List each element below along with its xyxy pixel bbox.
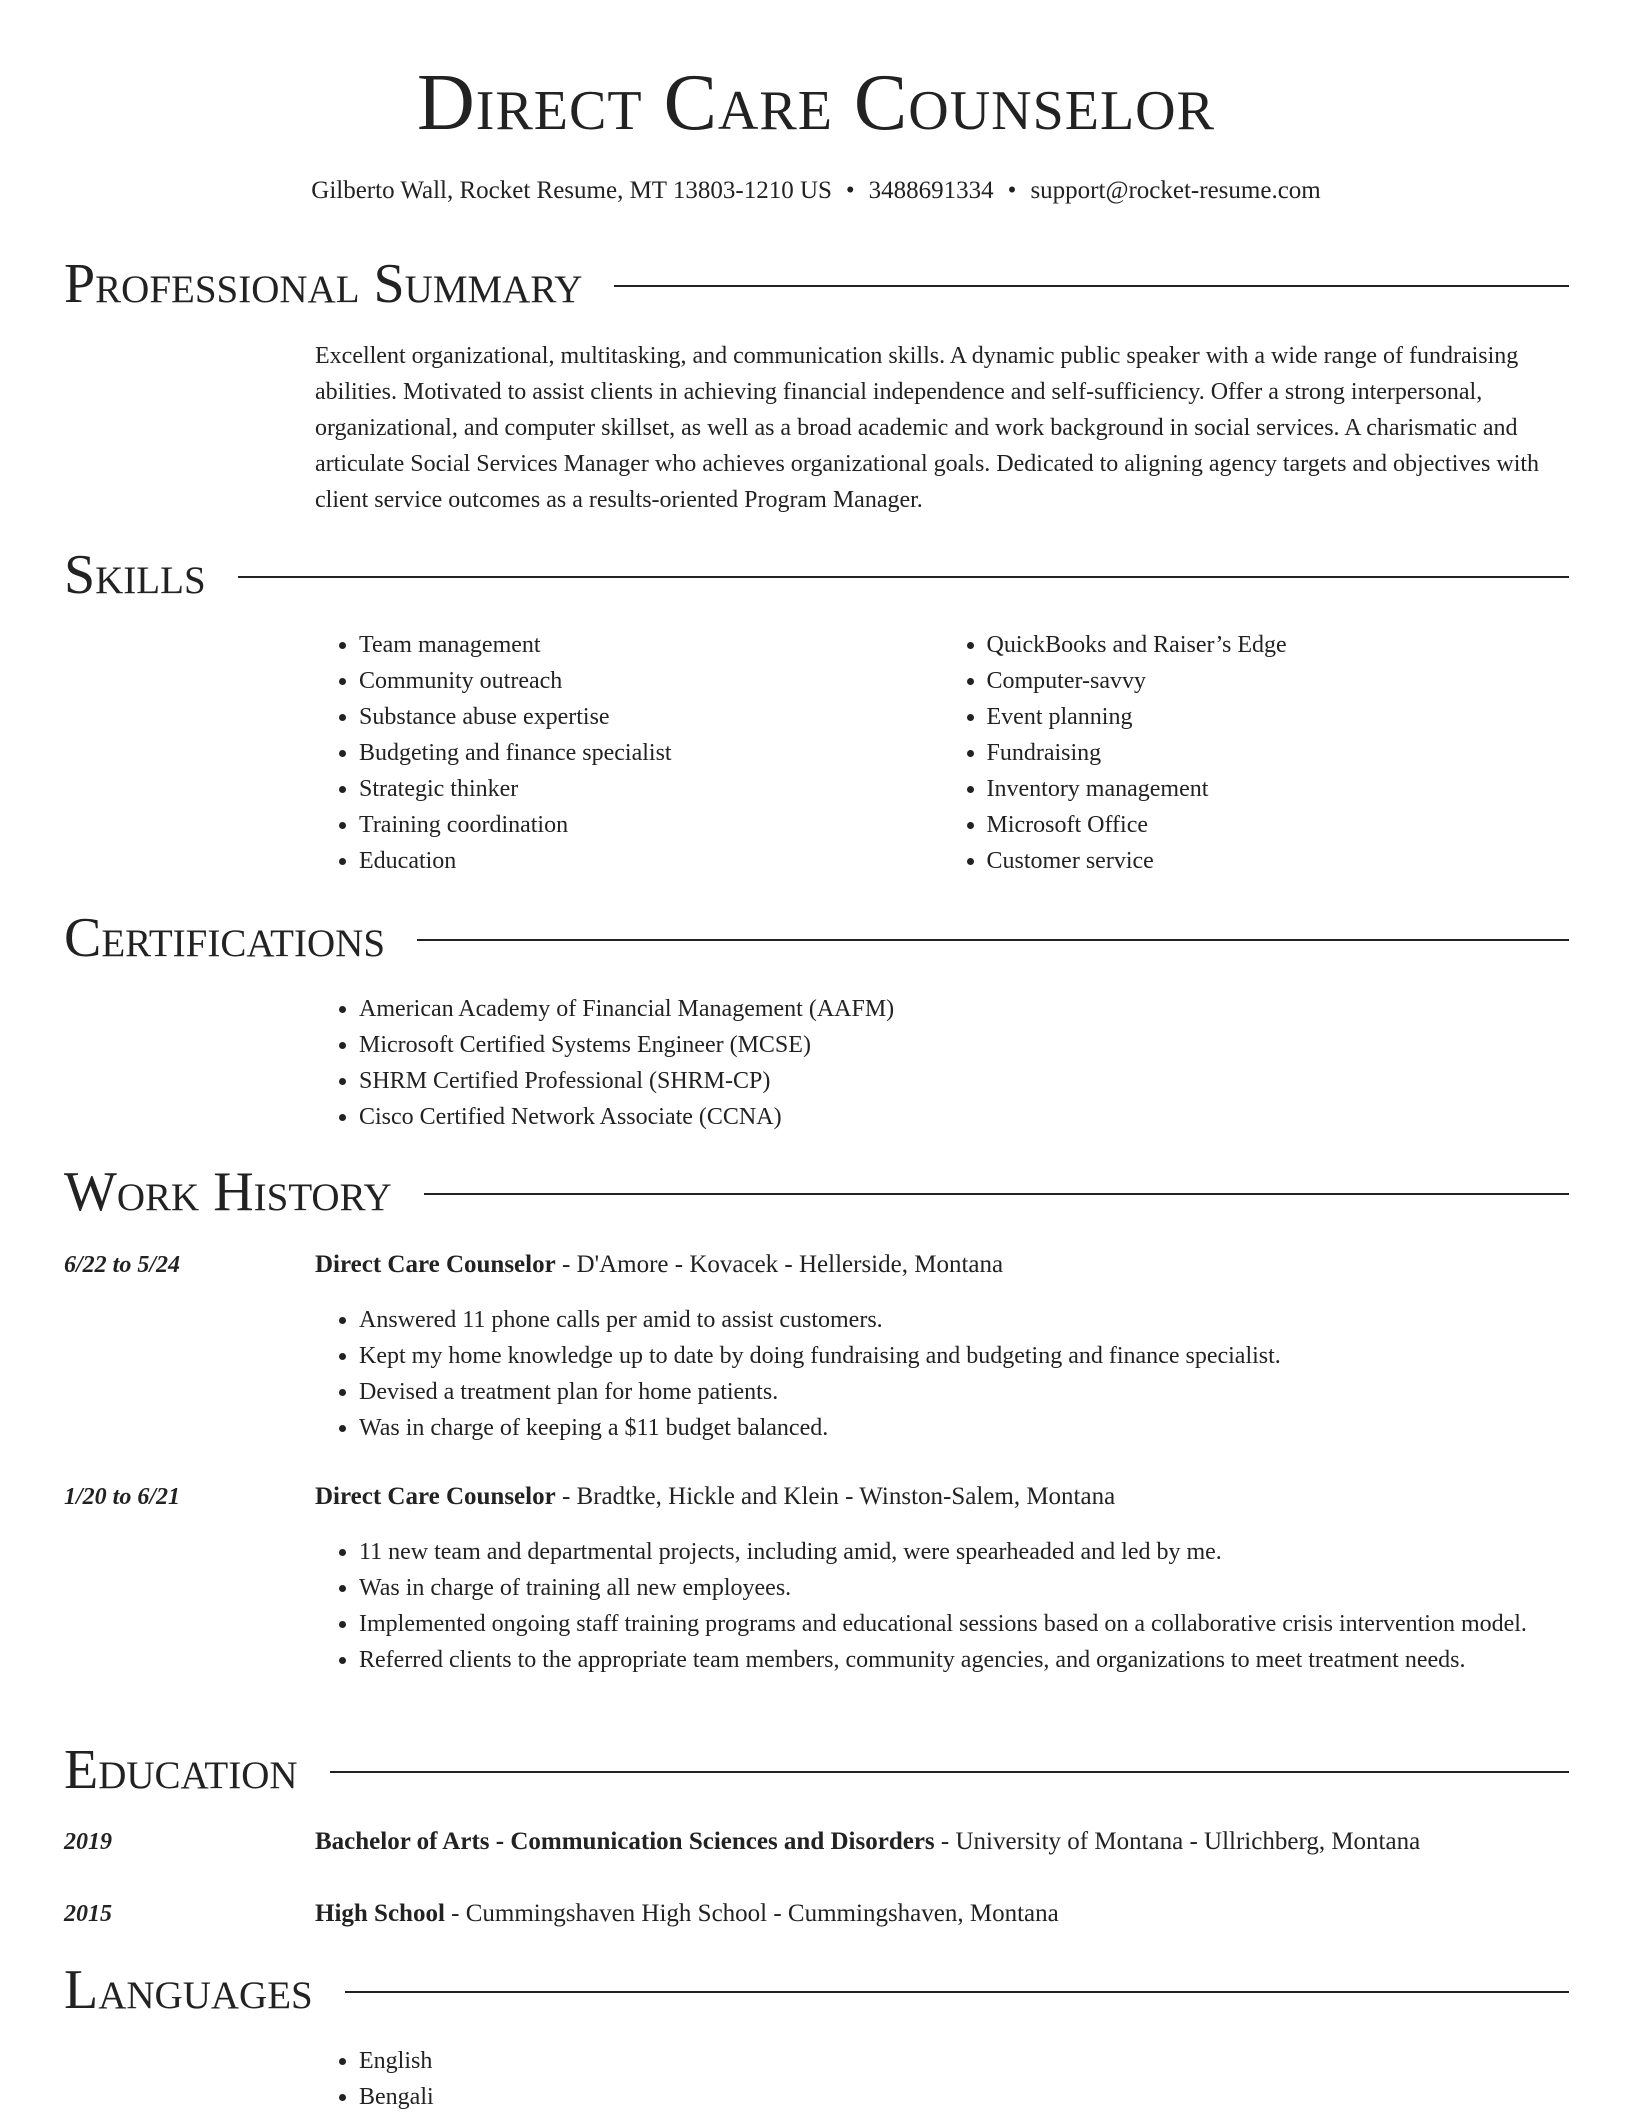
languages-section-header [64,1958,1569,2022]
certification-item: • Cisco Certified Network Associate (CCNA) [359,1099,1570,1135]
language-item: • Bengali [359,2079,1570,2115]
skill-item: • Event planning [987,699,1571,735]
job-bullet: • Devised a treatment plan for home patients. [359,1374,1570,1410]
contact-address: Gilberto Wall, Rocket Resume, MT 13803-1210 US [311,177,832,204]
section-divider [330,1771,1569,1773]
job-bullet: • 11 new team and departmental projects, including amid, were spearheaded and led by me. [359,1534,1570,1570]
section-divider [417,939,1569,941]
certifications-heading: Certifications [64,907,386,969]
skill-item: • Training coordination [359,807,943,843]
skill-item: • QuickBooks and Raiser’s Edge [987,627,1571,663]
job-dates: 1/20 to 6/21 [64,1484,181,1510]
summary-text: Excellent organizational, multitasking, and communication skills. A dynamic public speaker with a wide range of fundraising abilities. Motivated to assist clients in achieving financial independence and self-sufficiency. Offer a strong interpersonal, organizational, and computer skillset, as well as a broad academic and work background in social services. A charismatic and articulate Social Services Manager who achieves organizational goals. Dedicated to aligning agency targets and objectives with client service outcomes as a results-oriented Program Manager. [315,343,1540,513]
certification-item: • Microsoft Certified Systems Engineer (MCSE) [359,1027,1570,1063]
education-year: 2015 [64,1901,112,1927]
skills-section-header [64,543,1569,607]
job-bullet: • Was in charge of keeping a $11 budget balanced. [359,1410,1570,1446]
job-heading [315,1479,1570,1515]
section-divider [238,576,1569,578]
skills-column-right [943,627,1571,879]
certification-item: • American Academy of Financial Management (AAFM) [359,991,1570,1027]
skills-column-left [315,627,943,879]
language-item: • English [359,2043,1570,2079]
job-bullets [315,1534,1570,1678]
job-bullet: • Implemented ongoing staff training programs and educational sessions based on a collaborative crisis intervention model. [359,1606,1570,1642]
section-divider [424,1193,1569,1195]
education-entry [315,1896,1570,1932]
education-degree: High School [315,1900,445,1927]
skill-item: • Strategic thinker [359,771,943,807]
skill-item: • Inventory management [987,771,1571,807]
skill-item: • Customer service [987,843,1571,879]
education-section-header [64,1738,1569,1802]
job-bullets [315,1302,1570,1446]
skill-item: • Fundraising [987,735,1571,771]
education-entry [315,1824,1570,1860]
job-bullet: • Answered 11 phone calls per amid to assist customers. [359,1302,1570,1338]
contact-line [0,174,1632,208]
skill-item: • Substance abuse expertise [359,699,943,735]
skills-list [315,627,1570,879]
education-heading: Education [64,1739,298,1801]
job-employer: - D'Amore - Kovacek - Hellerside, Montana [555,1251,1004,1278]
skill-item: • Community outreach [359,663,943,699]
job-employer: - Bradtke, Hickle and Klein - Winston-Salem, Montana [555,1483,1116,1510]
education-year: 2019 [64,1829,112,1855]
job-title: Direct Care Counselor [315,1483,556,1510]
contact-email: support@rocket-resume.com [1030,177,1321,204]
section-divider [614,285,1569,287]
skill-item: • Team management [359,627,943,663]
job-heading [315,1247,1570,1283]
job-dates: 6/22 to 5/24 [64,1252,181,1278]
skill-item: • Computer-savvy [987,663,1571,699]
education-school: - Cummingshaven High School - Cummingshaven, Montana [444,1900,1059,1927]
job-bullet: • Was in charge of training all new employees. [359,1570,1570,1606]
languages-heading: Languages [64,1959,313,2021]
resume-title: Direct Care Counselor [417,59,1215,147]
languages-list [315,2043,1570,2115]
education-school: - University of Montana - Ullrichberg, Montana [934,1828,1421,1855]
contact-separator: • [845,177,855,204]
job-bullet: • Kept my home knowledge up to date by doing fundraising and budgeting and finance specialist. [359,1338,1570,1374]
summary-heading: Professional Summary [64,253,583,315]
contact-separator: • [1007,177,1017,204]
education-degree: Bachelor of Arts - Communication Sciences and Disorders [315,1828,935,1855]
certification-item: • SHRM Certified Professional (SHRM-CP) [359,1063,1570,1099]
summary-body [315,338,1570,518]
skills-heading: Skills [64,544,206,606]
work-section-header [64,1160,1569,1224]
skill-item: • Education [359,843,943,879]
work-heading: Work History [64,1161,392,1223]
job-bullet: • Referred clients to the appropriate team members, community agencies, and organizations to meet treatment needs. [359,1642,1570,1678]
job-title: Direct Care Counselor [315,1251,556,1278]
section-divider [345,1991,1569,1993]
certifications-list [315,991,1570,1135]
skill-item: • Microsoft Office [987,807,1571,843]
summary-section-header [64,252,1569,316]
contact-phone: 3488691334 [868,177,994,204]
skill-item: • Budgeting and finance specialist [359,735,943,771]
certifications-section-header [64,906,1569,970]
